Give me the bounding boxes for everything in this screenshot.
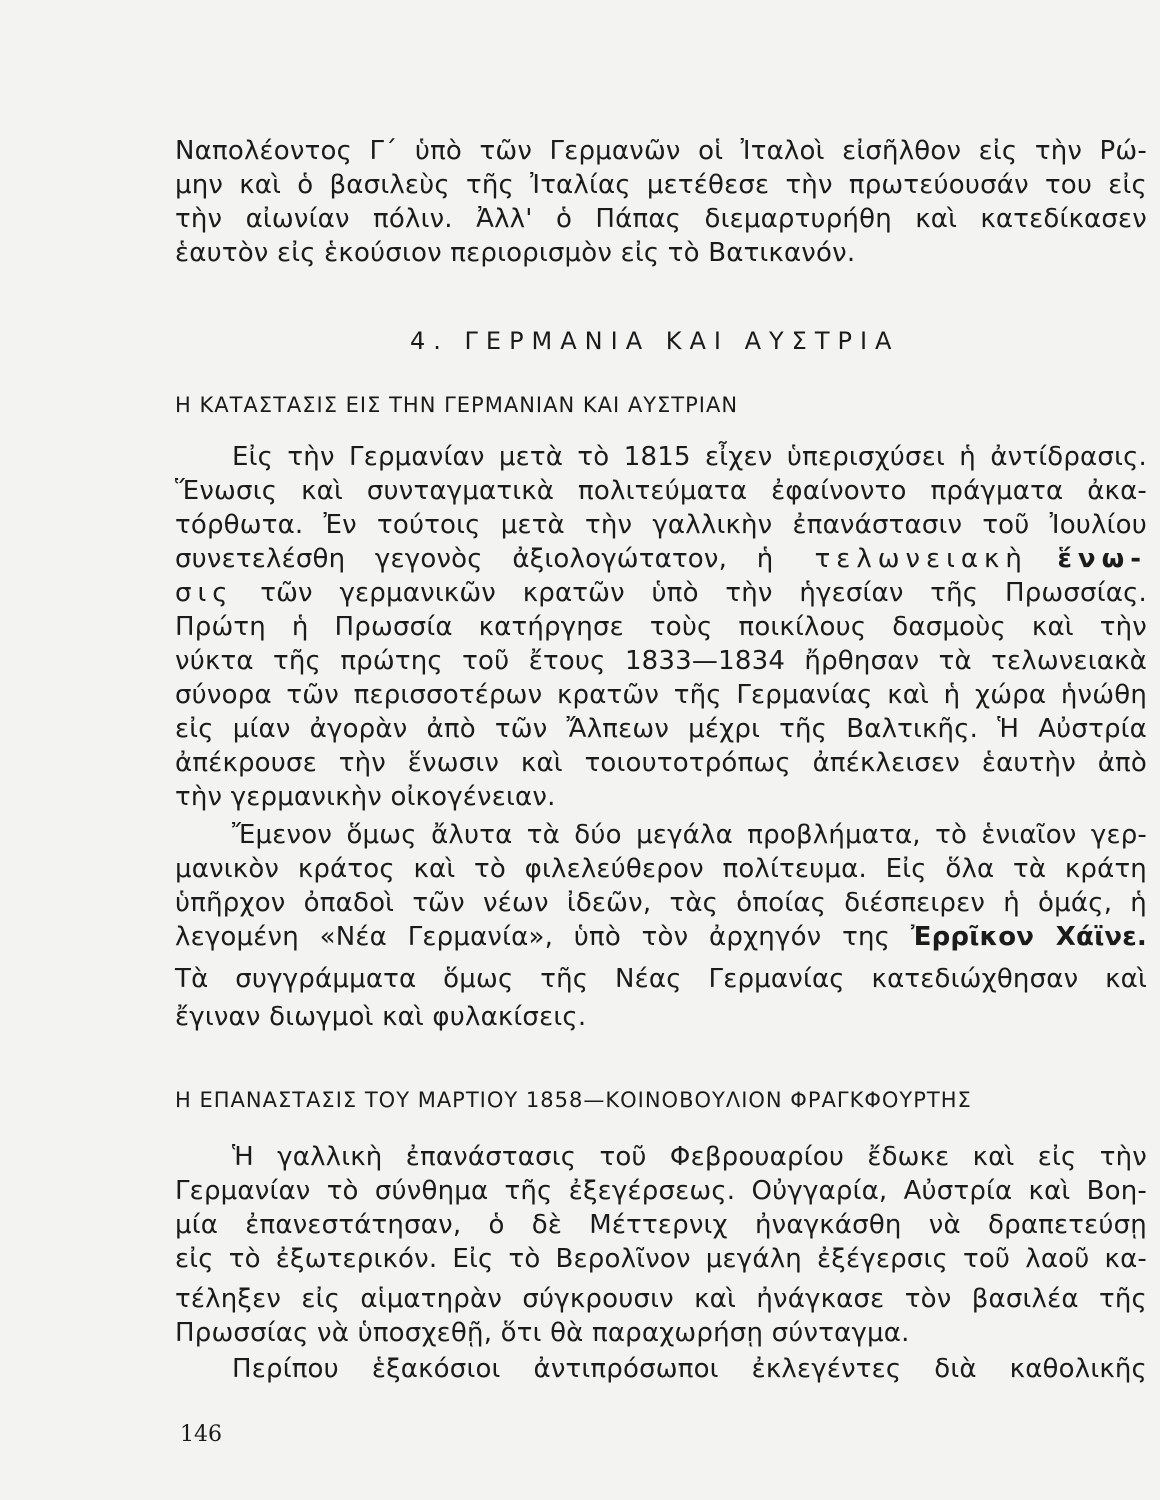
- subsection-heading: Η ΚΑΤΑΣΤΑΣΙΣ ΕΙΣ ΤΗΝ ΓΕΡΜΑΝΙΑΝ ΚΑΙ ΑΥΣΤΡΙΑΝ: [175, 393, 739, 417]
- text-line: σύνορα τῶν περισσοτέρων κρατῶν τῆς Γερμανίας καὶ ἡ χώρα ἡνώθη: [175, 680, 1147, 710]
- text-line: εἰς τὸ ἐξωτερικόν. Εἰς τὸ Βερολῖνον μεγάλη ἐξέγερσις τοῦ λαοῦ κα-: [175, 1244, 1147, 1274]
- text-line: Γερμανίαν τὸ σύνθημα τῆς ἐξεγέρσεως. Οὐγγαρία, Αὐστρία καὶ Βοη-: [175, 1176, 1147, 1206]
- emphasized-term: ἡ τελωνειακὴ: [756, 544, 1028, 574]
- text-line: τόρθωτα. Ἐν τούτοις μετὰ τὴν γαλλικὴν ἐπανάστασιν τοῦ Ἰουλίου: [175, 510, 1147, 540]
- text-line: ὑπῆρχον ὀπαδοὶ τῶν νέων ἰδεῶν, τὰς ὁποίας διέσπειρεν ἡ ὁμάς, ἡ: [175, 888, 1147, 918]
- person-name: Ἐρρῖκον Χάϊνε.: [910, 922, 1147, 952]
- section-title: 4. ΓΕΡΜΑΝΙΑ ΚΑΙ ΑΥΣΤΡΙΑ: [410, 327, 900, 355]
- text-line: Περίπου ἑξακόσιοι ἀντιπρόσωποι ἐκλεγέντες διὰ καθολικῆς: [232, 1354, 1147, 1384]
- text-line: Εἰς τὴν Γερμανίαν μετὰ τὸ 1815 εἶχεν ὑπερισχύσει ἡ ἀντίδρασις.: [232, 442, 1147, 472]
- text-segment: συνετελέσθη γεγονὸς ἀξιολογώτατον,: [175, 544, 728, 574]
- text-line: [175, 542, 1147, 576]
- text-line: Τὰ συγγράμματα ὅμως τῆς Νέας Γερμανίας κατεδιώχθησαν καὶ: [175, 964, 1147, 994]
- emphasized-term: ἕνω-: [1057, 544, 1148, 574]
- text-line: [175, 920, 1147, 954]
- subsection-heading: Η ΕΠΑΝΑΣΤΑΣΙΣ ΤΟΥ ΜΑΡΤΙΟΥ 1858—ΚΟΙΝΟΒΟΥΛΙΟΝ ΦΡΑΓΚΦΟΥΡΤΗΣ: [175, 1088, 972, 1112]
- text-line: μανικὸν κράτος καὶ τὸ φιλελεύθερον πολίτευμα. Εἰς ὅλα τὰ κράτη: [175, 854, 1147, 884]
- text-line: νύκτα τῆς πρώτης τοῦ ἔτους 1833—1834 ἤρθησαν τὰ τελωνειακὰ: [175, 646, 1147, 676]
- text-line: Ἕνωσις καὶ συνταγματικὰ πολιτεύματα ἐφαίνοντο πράγματα ἀκα-: [175, 476, 1147, 506]
- text-line: Ἔμενον ὅμως ἄλυτα τὰ δύο μεγάλα προβλήματα, τὸ ἑνιαῖον γερ-: [232, 820, 1147, 850]
- text-line: ἑαυτὸν εἰς ἑκούσιον περιορισμὸν εἰς τὸ Βατικανόν.: [175, 238, 856, 268]
- text-line: τὴν γερμανικὴν οἰκογένειαν.: [175, 782, 556, 812]
- text-line: ἔγιναν διωγμοὶ καὶ φυλακίσεις.: [175, 1002, 587, 1032]
- text-line: [175, 576, 1147, 610]
- text-line: εἰς μίαν ἀγορὰν ἀπὸ τῶν Ἄλπεων μέχρι τῆς Βαλτικῆς. Ἡ Αὐστρία: [175, 714, 1147, 744]
- text-line: Πρώτη ἡ Πρωσσία κατήργησε τοὺς ποικίλους δασμοὺς καὶ τὴν: [175, 612, 1147, 642]
- text-line: μία ἐπανεστάτησαν, ὁ δὲ Μέττερνιχ ἠναγκάσθη νὰ δραπετεύσῃ: [175, 1210, 1147, 1240]
- text-line: Ἡ γαλλικὴ ἐπανάστασις τοῦ Φεβρουαρίου ἔδωκε καὶ εἰς τὴν: [232, 1142, 1147, 1172]
- text-line: ἀπέκρουσε τὴν ἕνωσιν καὶ τοιουτοτρόπως ἀπέκλεισεν ἑαυτὴν ἀπὸ: [175, 748, 1147, 778]
- text-line: μην καὶ ὁ βασιλεὺς τῆς Ἰταλίας μετέθεσε τὴν πρωτεύουσάν του εἰς: [175, 170, 1147, 200]
- text-line: Πρωσσίας νὰ ὑποσχεθῇ, ὅτι θὰ παραχωρήσῃ σύνταγμα.: [175, 1318, 910, 1348]
- text-line: τὴν αἰωνίαν πόλιν. Ἀλλ' ὁ Πάπας διεμαρτυρήθη καὶ κατεδίκασεν: [175, 204, 1147, 234]
- text-segment: λεγομένη «Νέα Γερμανία», ὑπὸ τὸν ἀρχηγόν της: [175, 922, 891, 952]
- page-number: 146: [180, 1422, 222, 1447]
- emphasized-term: σις: [175, 578, 234, 608]
- text-line: τέληξεν εἰς αἱματηρὰν σύγκρουσιν καὶ ἠνάγκασε τὸν βασιλέα τῆς: [175, 1284, 1147, 1314]
- text-segment: τῶν γερμανικῶν κρατῶν ὑπὸ τὴν ἡγεσίαν τῆς Πρωσσίας.: [260, 578, 1147, 608]
- text-line: Ναπολέοντος Γ΄ ὑπὸ τῶν Γερμανῶν οἱ Ἰταλοὶ εἰσῆλθον εἰς τὴν Ρώ-: [175, 136, 1147, 166]
